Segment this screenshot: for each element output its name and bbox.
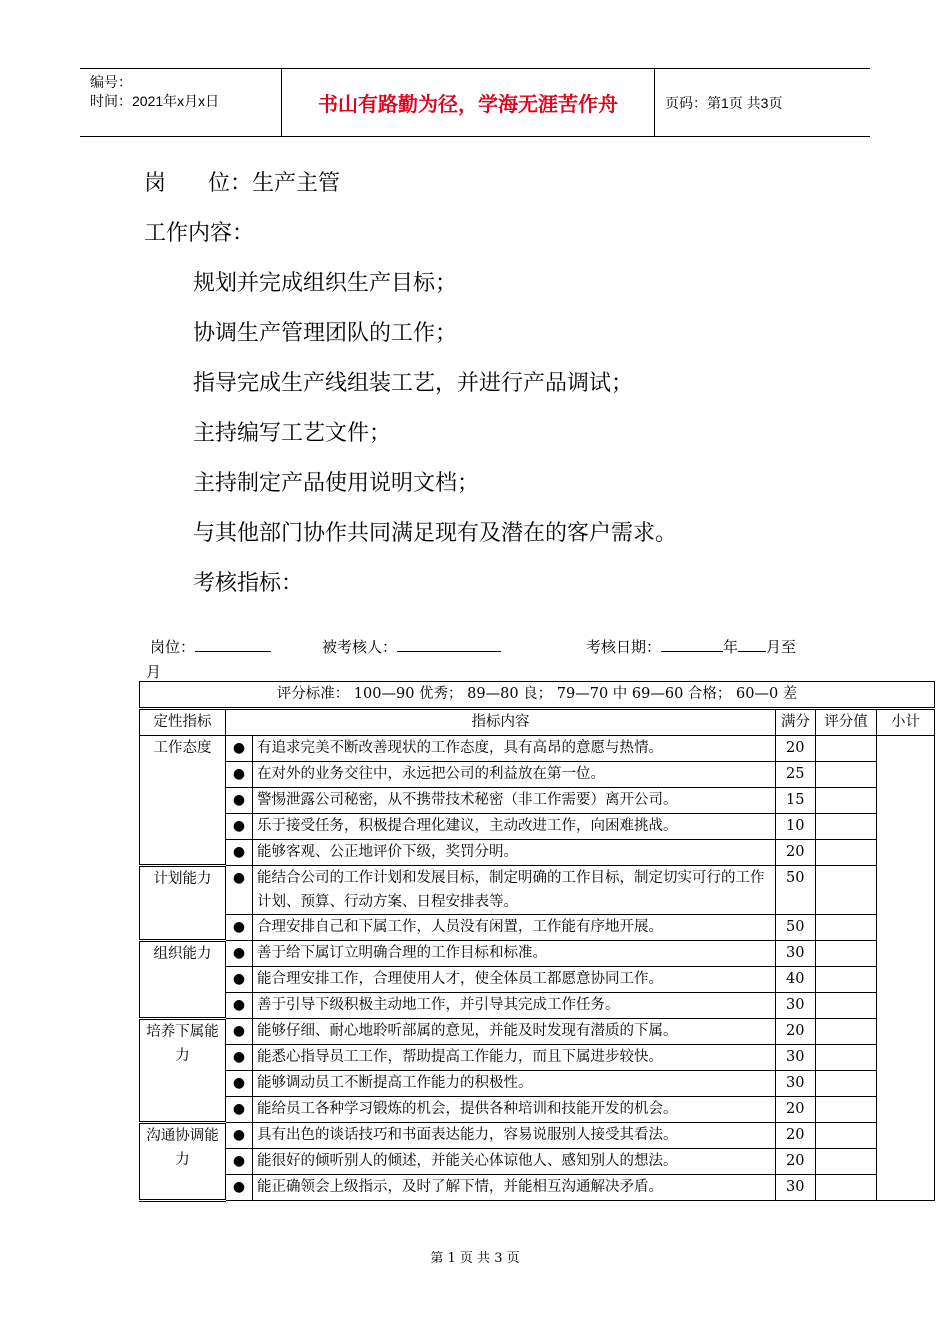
indicator-text: 善于引导下级积极主动地工作，并引导其完成工作任务。	[253, 993, 776, 1019]
indicator-text: 能够客观、公正地评价下级，奖罚分明。	[253, 840, 776, 866]
bullet-icon: ●	[226, 1071, 253, 1097]
header-score-value: 评分值	[816, 709, 877, 736]
full-score-cell: 20	[776, 1097, 816, 1123]
bullet-icon: ●	[226, 1123, 253, 1149]
document-number: 编号：	[90, 74, 132, 90]
subtotal-cell[interactable]	[877, 736, 935, 1201]
score-value-cell[interactable]	[816, 1123, 877, 1149]
table-row	[140, 736, 935, 762]
scoring-standard: 评分标准： 100—90 优秀； 89—80 良； 79—70 中 69—60 合格； 60—0 差	[140, 682, 935, 709]
bullet-icon: ●	[226, 840, 253, 866]
score-value-cell[interactable]	[816, 967, 877, 993]
month-blank[interactable]	[738, 637, 766, 652]
score-value-cell[interactable]	[816, 915, 877, 941]
full-score-cell: 25	[776, 762, 816, 788]
table-row	[140, 1097, 935, 1123]
header-full-score: 满分	[776, 709, 816, 736]
table-row	[140, 941, 935, 967]
bullet-icon: ●	[226, 1045, 253, 1071]
bullet-icon: ●	[226, 814, 253, 840]
bullet-icon: ●	[226, 993, 253, 1019]
indicator-text: 乐于接受任务，积极提合理化建议，主动改进工作，向困难挑战。	[253, 814, 776, 840]
score-value-cell[interactable]	[816, 993, 877, 1019]
month-to-label: 月至	[766, 638, 797, 656]
full-score-cell: 30	[776, 1045, 816, 1071]
full-score-cell: 20	[776, 1123, 816, 1149]
header-page-number: 页码：第1页 共3页	[665, 94, 783, 111]
work-content-title: 工作内容：	[144, 221, 255, 246]
table-row	[140, 1071, 935, 1097]
indicator-text: 能正确领会上级指示，及时了解下情，并能相互沟通解决矛盾。	[253, 1175, 776, 1201]
full-score-cell: 30	[776, 1071, 816, 1097]
indicator-text: 在对外的业务交往中，永远把公司的利益放在第一位。	[253, 762, 776, 788]
duty-item: 协调生产管理团队的工作；	[193, 321, 458, 346]
indicator-text: 能够调动员工不断提高工作能力的积极性。	[253, 1071, 776, 1097]
full-score-cell: 40	[776, 967, 816, 993]
table-row	[140, 1019, 935, 1045]
full-score-cell: 50	[776, 866, 816, 915]
category-cell: 工作态度	[140, 736, 226, 866]
table-row	[140, 993, 935, 1019]
table-row	[140, 1045, 935, 1071]
assessment-date-field	[586, 636, 796, 657]
table-row	[140, 1175, 935, 1201]
bullet-icon: ●	[226, 788, 253, 814]
bullet-icon: ●	[226, 1175, 253, 1201]
score-value-cell[interactable]	[816, 788, 877, 814]
category-cell: 计划能力	[140, 866, 226, 941]
position-blank[interactable]	[195, 637, 271, 652]
full-score-cell: 50	[776, 915, 816, 941]
bullet-icon: ●	[226, 915, 253, 941]
year-blank[interactable]	[661, 637, 723, 652]
score-value-cell[interactable]	[816, 1097, 877, 1123]
assessee-blank[interactable]	[397, 637, 501, 652]
header-content: 指标内容	[226, 709, 776, 736]
table-row	[140, 915, 935, 941]
full-score-cell: 10	[776, 814, 816, 840]
table-row	[140, 762, 935, 788]
assessee-field	[322, 636, 501, 657]
indicator-text: 善于给下属订立明确合理的工作目标和标准。	[253, 941, 776, 967]
page-footer: 第 1 页 共 3 页	[430, 1251, 520, 1266]
bullet-icon: ●	[226, 1019, 253, 1045]
score-value-cell[interactable]	[816, 736, 877, 762]
page-header	[80, 68, 870, 137]
bullet-icon: ●	[226, 967, 253, 993]
bullet-icon: ●	[226, 866, 253, 915]
table-row	[140, 967, 935, 993]
table-row	[140, 814, 935, 840]
bullet-icon: ●	[226, 941, 253, 967]
score-value-cell[interactable]	[816, 1071, 877, 1097]
table-row	[140, 1149, 935, 1175]
indicator-text: 能够仔细、耐心地聆听部属的意见，并能及时发现有潜质的下属。	[253, 1019, 776, 1045]
indicator-text: 能悉心指导员工工作，帮助提高工作能力，而且下属进步较快。	[253, 1045, 776, 1071]
duty-item: 主持编写工艺文件；	[193, 421, 392, 446]
indicator-text: 能合理安排工作，合理使用人才，使全体员工都愿意协同工作。	[253, 967, 776, 993]
month-label: 月	[146, 663, 162, 681]
bullet-icon: ●	[226, 1149, 253, 1175]
table-row	[140, 840, 935, 866]
header-meta	[80, 69, 282, 136]
full-score-cell: 20	[776, 736, 816, 762]
table-row	[140, 1123, 935, 1149]
score-value-cell[interactable]	[816, 762, 877, 788]
assessment-table	[139, 681, 935, 1202]
score-value-cell[interactable]	[816, 1149, 877, 1175]
full-score-cell: 30	[776, 993, 816, 1019]
document-time: 时间：2021年x月x日	[90, 93, 220, 109]
full-score-cell: 20	[776, 840, 816, 866]
full-score-cell: 15	[776, 788, 816, 814]
indicator-text: 合理安排自己和下属工作，人员没有闲置，工作能有序地开展。	[253, 915, 776, 941]
indicator-text: 警惕泄露公司秘密，从不携带技术秘密（非工作需要）离开公司。	[253, 788, 776, 814]
indicator-text: 能结合公司的工作计划和发展目标，制定明确的工作目标，制定切实可行的工作计划、预算、行动方案、日程安排表等。	[253, 866, 776, 915]
bullet-icon: ●	[226, 1097, 253, 1123]
score-value-cell[interactable]	[816, 941, 877, 967]
header-subtotal: 小计	[877, 709, 935, 736]
indicator-text: 能给员工各种学习锻炼的机会，提供各种培训和技能开发的机会。	[253, 1097, 776, 1123]
duty-item: 指导完成生产线组装工艺，并进行产品调试；	[193, 371, 634, 396]
score-value-cell[interactable]	[816, 1175, 877, 1201]
full-score-cell: 30	[776, 941, 816, 967]
table-row	[140, 866, 935, 915]
category-cell: 培养下属能力	[140, 1019, 226, 1123]
date-field-label: 考核日期：	[586, 638, 662, 656]
duty-item: 与其他部门协作共同满足现有及潜在的客户需求。	[193, 521, 678, 546]
score-value-cell[interactable]	[816, 1045, 877, 1071]
full-score-cell: 30	[776, 1175, 816, 1201]
kpi-title: 考核指标：	[193, 571, 304, 596]
duty-item: 主持制定产品使用说明文档；	[193, 471, 480, 496]
position-line: 岗 位：生产主管	[144, 171, 340, 196]
position-field	[150, 636, 271, 657]
score-value-cell[interactable]	[816, 814, 877, 840]
duty-item: 规划并完成组织生产目标；	[193, 271, 458, 296]
indicator-text: 有追求完美不断改善现状的工作态度，具有高昂的意愿与热情。	[253, 736, 776, 762]
table-header-row	[140, 709, 935, 736]
full-score-cell: 20	[776, 1149, 816, 1175]
indicator-text: 能很好的倾听别人的倾述，并能关心体谅他人、感知别人的想法。	[253, 1149, 776, 1175]
header-motto: 书山有路勤为径，学海无涯苦作舟	[282, 69, 655, 136]
score-value-cell[interactable]	[816, 866, 877, 915]
score-value-cell[interactable]	[816, 840, 877, 866]
category-cell: 组织能力	[140, 941, 226, 1019]
bullet-icon: ●	[226, 736, 253, 762]
header-category: 定性指标	[140, 709, 226, 736]
full-score-cell: 20	[776, 1019, 816, 1045]
indicator-text: 具有出色的谈话技巧和书面表达能力，容易说服别人接受其看法。	[253, 1123, 776, 1149]
score-value-cell[interactable]	[816, 1019, 877, 1045]
position-field-label: 岗位：	[150, 638, 196, 656]
year-label: 年	[723, 638, 739, 656]
category-cell: 沟通协调能力	[140, 1123, 226, 1201]
bullet-icon: ●	[226, 762, 253, 788]
assessee-field-label: 被考核人：	[322, 638, 398, 656]
table-row	[140, 788, 935, 814]
